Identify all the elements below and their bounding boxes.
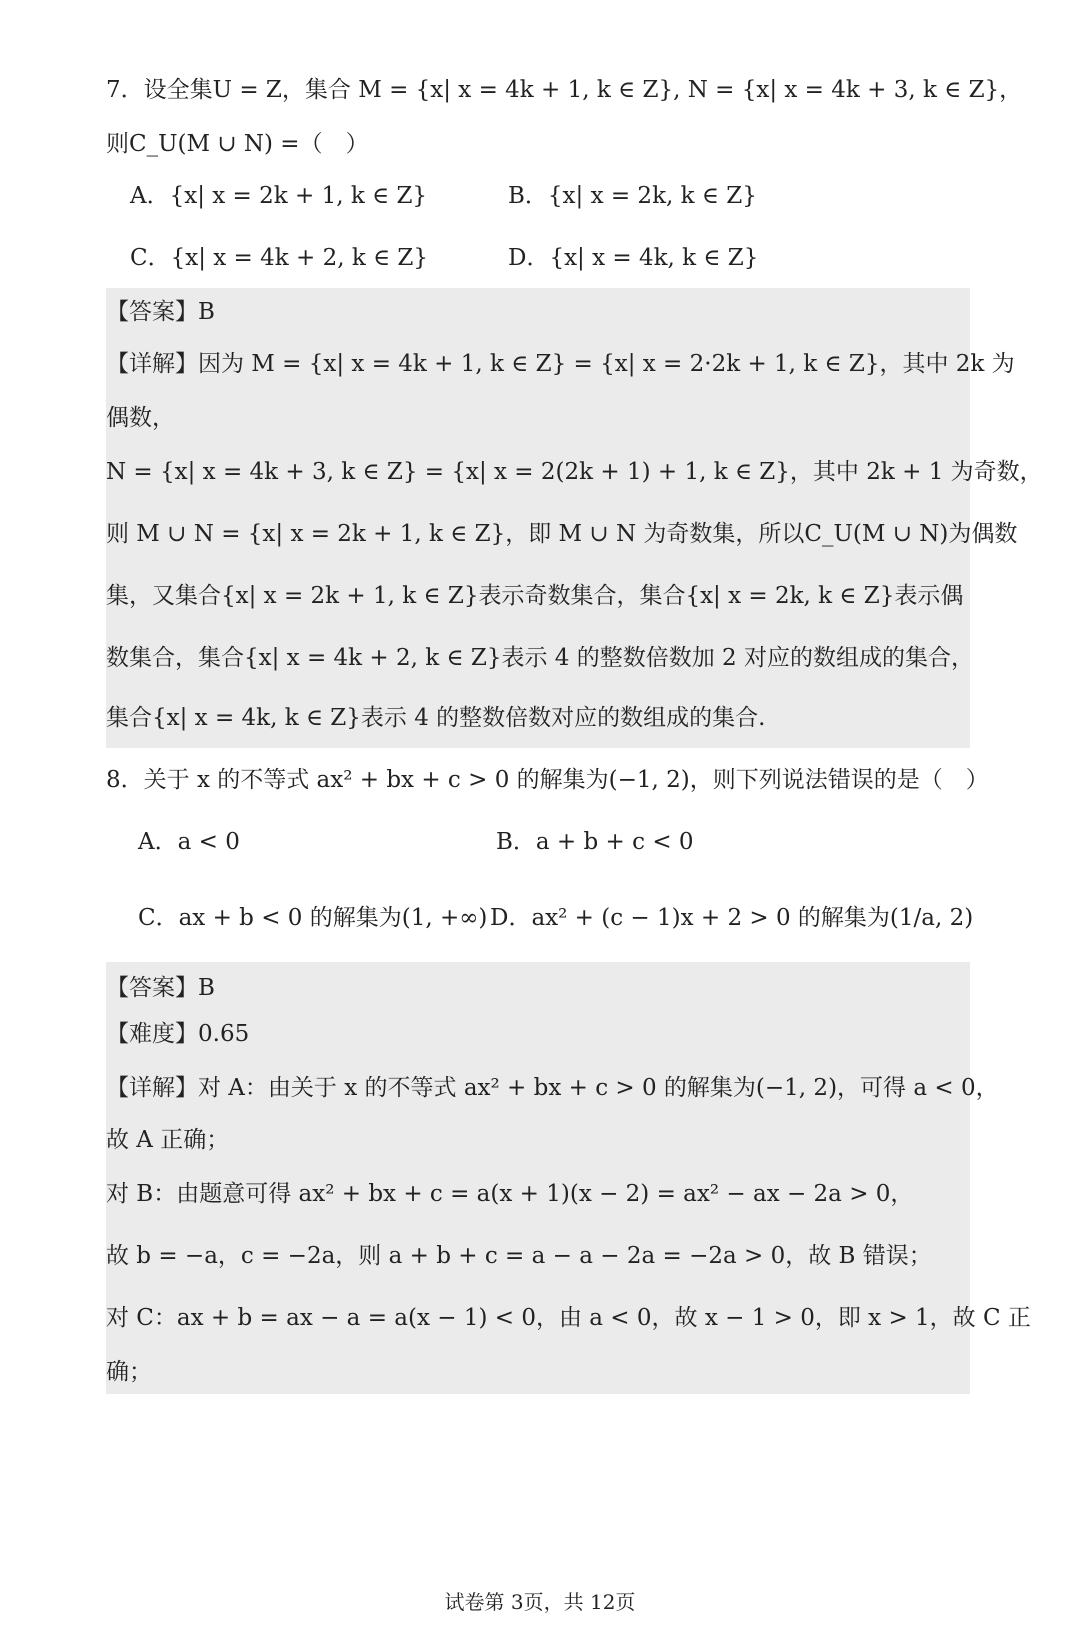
q7-detail-line7: 集合{x| x = 4k, k ∈ Z}表示 4 的整数倍数对应的数组成的集合. [106,705,766,731]
q7-detail-line4: 则 M ∪ N = {x| x = 2k + 1, k ∈ Z}，即 M ∪ N 为奇数集，所以C_U(M ∪ N)为偶数 [106,521,1018,547]
q7-option-d: D．{x| x = 4k, k ∈ Z} [508,245,759,271]
q7-option-a: A．{x| x = 2k + 1, k ∈ Z} [130,183,428,209]
q8-option-b: B．a + b + c < 0 [496,829,694,855]
q7-detail-line6: 数集合，集合{x| x = 4k + 2, k ∈ Z}表示 4 的整数倍数加 2 对应的数组成的集合， [106,645,974,671]
q7-option-c: C．{x| x = 4k + 2, k ∈ Z} [130,245,429,271]
q8-detail-line4: 故 b = −a，c = −2a，则 a + b + c = a − a − 2a = −2a > 0，故 B 错误； [106,1243,932,1269]
q7-detail-line1: 【详解】因为 M = {x| x = 4k + 1, k ∈ Z} = {x| x = 2·2k + 1, k ∈ Z}，其中 2k 为 [106,351,1015,377]
q8-answer: 【答案】B [106,975,215,1001]
q8-detail-line1: 【详解】对 A：由关于 x 的不等式 ax² + bx + c > 0 的解集为(−1, 2)，可得 a < 0， [106,1075,999,1101]
q7-detail-line3: N = {x| x = 4k + 3, k ∈ Z} = {x| x = 2(2k + 1) + 1, k ∈ Z}，其中 2k + 1 为奇数， [106,459,1043,485]
q8-detail-line2: 故 A 正确； [106,1127,230,1153]
q8-difficulty: 【难度】0.65 [106,1021,250,1047]
q8-detail-line6: 确； [106,1359,152,1385]
q8-option-d: D．ax² + (c − 1)x + 2 > 0 的解集为(1/a, 2) [490,905,974,931]
q8-detail-line3: 对 B：由题意可得 ax² + bx + c = a(x + 1)(x − 2) = ax² − ax − 2a > 0， [106,1181,914,1207]
q7-option-b: B．{x| x = 2k, k ∈ Z} [508,183,757,209]
q7-stem-line2: 则C_U(M ∪ N) =（ ） [106,131,369,157]
q7-detail-line5: 集，又集合{x| x = 2k + 1, k ∈ Z}表示奇数集合，集合{x| x = 2k, k ∈ Z}表示偶 [106,583,964,609]
q8-option-c: C．ax + b < 0 的解集为(1, +∞) [138,905,488,931]
page-footer: 试卷第 3页，共 12页 [444,1590,636,1614]
q8-detail-line5: 对 C：ax + b = ax − a = a(x − 1) < 0，由 a < 0，故 x − 1 > 0，即 x > 1，故 C 正 [106,1305,1031,1331]
q7-answer: 【答案】B [106,299,215,325]
q8-option-a: A．a < 0 [138,829,240,855]
q7-stem-line1: 7．设全集U = Z，集合 M = {x| x = 4k + 1, k ∈ Z}, N = {x| x = 4k + 3, k ∈ Z}， [106,77,1023,103]
q7-detail-line2: 偶数， [106,405,175,431]
q8-stem: 8．关于 x 的不等式 ax² + bx + c > 0 的解集为(−1, 2)，则下列说法错误的是（ ） [106,767,989,793]
